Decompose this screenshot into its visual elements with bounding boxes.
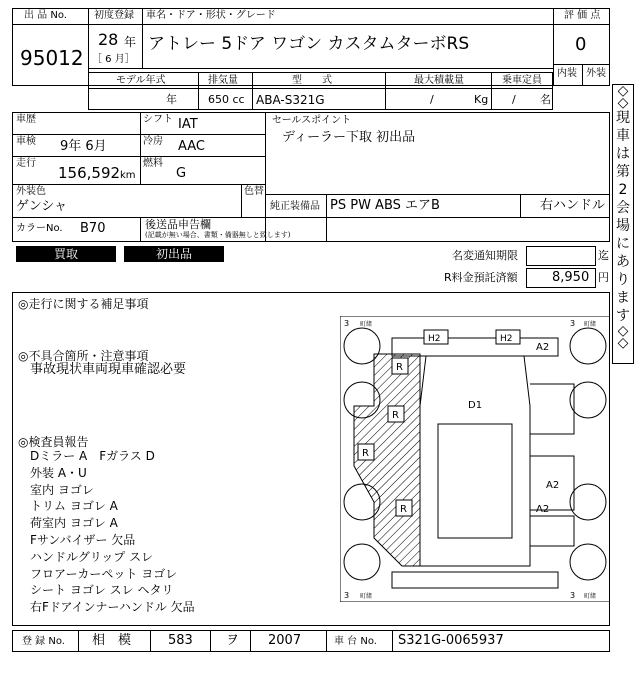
max-load-sep: / [430,93,434,106]
side-notice-char: 現 [616,110,630,126]
model-year-label: モデル年式 [116,75,166,86]
displacement-value: 650 cc [208,93,245,106]
corner-unit-top-right: 町緒 [584,321,597,328]
side-notice-char: ◇ [617,335,629,351]
max-load-unit: Kg [474,93,489,106]
reg-area: 相 模 [92,633,132,648]
corner-unit-bottom-left: 町緒 [360,593,373,600]
inspector-line: フロアーカーペット ヨゴレ [30,566,178,581]
chassis-label: 車 台 No. [334,636,377,647]
reg-kana: ヲ [226,633,240,648]
corner-top-right: 3 [570,319,576,328]
side-notice-char: 会 [616,200,630,216]
color-no-label: カラーNo. [16,223,63,234]
interior-score-label: 内装 [557,68,577,79]
steering-value: 右ハンドル [540,198,606,213]
exterior-color-label: 外装色 [16,186,46,197]
shift-value: IAT [178,117,198,132]
defect-notes-title: ◎不具合箇所・注意事項 [18,349,149,363]
mark-r-2: R [392,410,399,421]
fuel-label: 燃料 [143,158,163,169]
score-label: 評 価 点 [564,10,601,21]
model-year-unit: 年 [166,93,177,106]
reg-year-unit: 年 [124,35,137,49]
side-notice-char: ◇ [617,83,629,99]
inspector-line: 室内 ヨゴレ [30,482,94,497]
inspection-value: 9年 6月 [60,139,107,154]
lot-number: 95012 [20,46,84,70]
side-notice-char: 車 [616,128,630,144]
driving-notes-title: ◎走行に関する補足事項 [18,297,149,311]
color-change-label: 色替 [244,186,264,197]
exterior-color-value: ゲンシャ [16,199,68,214]
mileage-unit: km [120,170,136,181]
recycle-label: R料金預託済額 [444,271,518,284]
mark-r-3: R [362,448,369,459]
side-notice-char: ま [616,290,630,306]
reg-number: 2007 [268,633,302,648]
chassis-number: S321G-0065937 [398,633,504,648]
mark-a2-mid: A2 [546,480,560,491]
reg-class: 583 [168,633,193,648]
mark-r-4: R [400,504,407,515]
inspector-line: Fサンバイザー 欠品 [30,533,136,547]
displacement-label: 排気量 [208,75,238,86]
capacity-label: 乗車定員 [502,75,542,86]
mark-a2-low: A2 [536,504,550,515]
capacity-sep: / [512,93,516,106]
first-reg-label: 初度登録 [94,10,134,21]
side-notice-char: 2 [618,182,628,198]
reg-no-label: 登 録 No. [22,636,65,647]
car-damage-diagram [340,316,610,602]
side-notice-char: あ [616,254,630,270]
defect-notes-text: 事故現状車両現車確認必要 [30,362,187,377]
inspector-line: 右Fドアインナーハンドル 欠品 [30,600,195,615]
transfer-deadline-label: 名変通知期限 [452,249,518,262]
inspector-title: ◎検査員報告 [18,435,89,449]
equipment-label: 純正装備品 [270,201,320,212]
side-notice-char: ◇ [617,95,629,111]
inspector-line: 荷室内 ヨゴレ A [30,516,118,531]
corner-bottom-left: 3 [344,591,350,600]
reg-year: 28 [98,30,119,49]
buy-badge: 買取 [16,246,116,262]
inspection-label: 車検 [16,136,36,147]
side-notice-char: 第 [616,164,630,180]
side-notice-char: す [616,308,630,324]
mileage-value: 156,592 [58,164,121,182]
side-notice-char: ◇ [617,323,629,339]
side-notice-char: は [616,146,630,162]
inspector-line: ハンドルグリップ スレ [30,549,154,564]
recycle-value: 8,950 [552,270,590,285]
fuel-value: G [176,166,187,181]
inspector-line: トリム ヨゴレ A [30,499,118,514]
corner-unit-top-left: 町緒 [360,321,373,328]
exterior-score-label: 外装 [586,68,606,79]
reg-month: ［ 6 月］ [92,54,135,65]
inspector-line: 外装 A・U [30,465,87,480]
sales-point-value: ディーラー下取 初出品 [282,130,416,145]
type-label: 型 式 [292,75,332,86]
inspector-line: Dミラー A Fガラス D [30,449,155,463]
shift-label: シフト [143,114,173,125]
mark-h2-left: H2 [428,334,441,344]
side-notice [612,84,634,364]
history-label: 車歴 [16,114,36,125]
mark-d1: D1 [468,400,483,411]
side-notice-char: 場 [616,218,630,234]
aftermarket-label: 後送品申告欄 [145,218,211,231]
transfer-unit: 迄 [598,249,609,262]
inspector-line: シート ヨゴレ スレ ヘタリ [30,583,174,598]
transfer-deadline-box [526,246,596,266]
corner-unit-bottom-right: 町緒 [584,593,597,600]
ac-label: 冷房 [143,136,163,147]
mark-r-1: R [396,362,403,373]
color-no-value: B70 [80,221,106,236]
score-value: 0 [575,34,587,55]
type-value: ABA-S321G [256,93,325,107]
recycle-unit: 円 [598,271,609,284]
equipment-value: PS PW ABS エアB [330,198,440,213]
mileage-label: 走行 [16,158,36,169]
aftermarket-note: (記載が無い場合、書類・備器無しと致します) [145,231,291,239]
side-notice-char: り [616,272,630,288]
car-name: アトレー 5ドア ワゴン カスタムターボRS [148,34,470,54]
side-notice-char: に [616,236,630,252]
first-listing-badge: 初出品 [124,246,224,262]
ac-value: AAC [178,139,205,154]
max-load-label: 最大積載量 [414,75,464,86]
car-title-label: 車名・ドア・形状・グレード [146,10,276,21]
lot-label: 出 品 No. [24,10,67,21]
mark-a2-top: A2 [536,342,550,353]
corner-top-left: 3 [344,319,350,328]
corner-bottom-right: 3 [570,591,576,600]
mark-h2-right: H2 [500,334,513,344]
capacity-unit: 名 [540,93,551,106]
sales-point-label: セールスポイント [272,115,352,126]
